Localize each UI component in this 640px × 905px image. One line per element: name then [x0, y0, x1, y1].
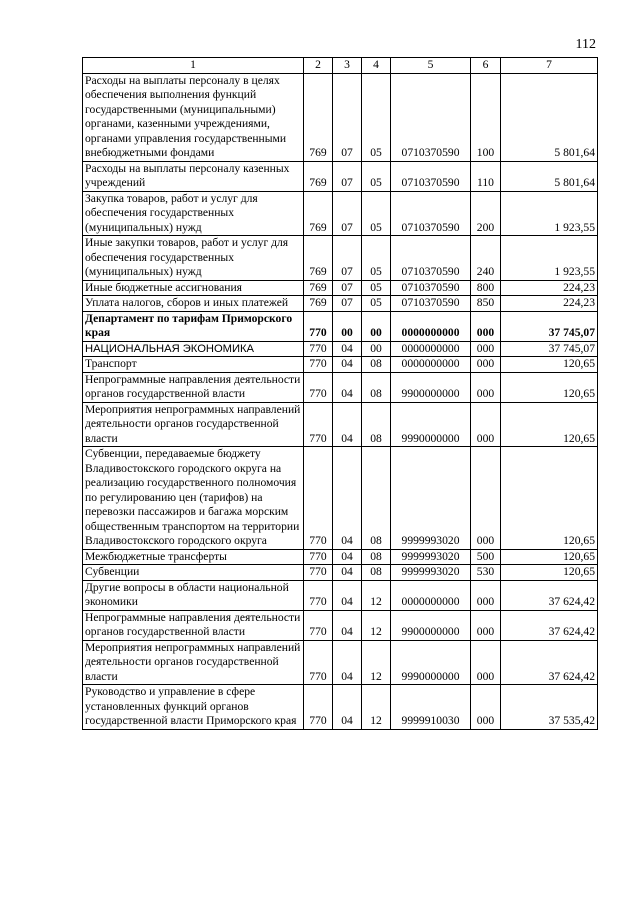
ministry-code-cell: 770	[304, 685, 333, 730]
expense-type-code-cell: 110	[471, 161, 501, 191]
amount-cell: 37 745,07	[501, 311, 598, 341]
table-row	[83, 311, 598, 341]
ministry-code-cell: 769	[304, 296, 333, 312]
ministry-code-cell: 769	[304, 280, 333, 296]
amount-cell: 120,65	[501, 447, 598, 550]
item-name-cell: Департамент по тарифам Приморского края	[83, 311, 304, 341]
item-name-cell: Непрограммные направления деятельности органов государственной власти	[83, 372, 304, 402]
item-name-cell: Закупка товаров, работ и услуг для обеспечения государственных (муниципальных) нужд	[83, 191, 304, 236]
section-code-cell: 04	[333, 372, 362, 402]
item-name-cell: Непрограммные направления деятельности органов государственной власти	[83, 610, 304, 640]
amount-cell: 37 745,07	[501, 341, 598, 357]
subsection-code-cell: 12	[362, 685, 391, 730]
expense-type-code-cell: 000	[471, 341, 501, 357]
section-code-cell: 04	[333, 565, 362, 581]
target-item-code-cell: 0710370590	[391, 191, 471, 236]
budget-table	[82, 57, 598, 730]
subsection-code-cell: 08	[362, 565, 391, 581]
amount-cell: 120,65	[501, 565, 598, 581]
amount-cell: 37 535,42	[501, 685, 598, 730]
header-row	[83, 58, 598, 74]
subsection-code-cell: 08	[362, 357, 391, 373]
subsection-code-cell: 08	[362, 402, 391, 447]
ministry-code-cell: 770	[304, 311, 333, 341]
table-row	[83, 685, 598, 730]
section-code-cell: 04	[333, 402, 362, 447]
ministry-code-cell: 770	[304, 549, 333, 565]
subsection-code-cell: 05	[362, 161, 391, 191]
expense-type-code-cell: 000	[471, 357, 501, 373]
table-body	[83, 58, 598, 730]
amount-cell: 37 624,42	[501, 580, 598, 610]
section-code-cell: 07	[333, 191, 362, 236]
expense-type-code-cell: 000	[471, 311, 501, 341]
section-code-cell: 04	[333, 341, 362, 357]
subsection-code-cell: 05	[362, 280, 391, 296]
expense-type-code-cell: 000	[471, 685, 501, 730]
item-name-cell: Межбюджетные трансферты	[83, 549, 304, 565]
column-header: 2	[304, 58, 333, 74]
column-header: 5	[391, 58, 471, 74]
target-item-code-cell: 9999993020	[391, 447, 471, 550]
amount-cell: 120,65	[501, 372, 598, 402]
table-row	[83, 236, 598, 281]
table-row	[83, 73, 598, 161]
expense-type-code-cell: 500	[471, 549, 501, 565]
table-row	[83, 191, 598, 236]
section-code-cell: 04	[333, 685, 362, 730]
target-item-code-cell: 0710370590	[391, 236, 471, 281]
subsection-code-cell: 12	[362, 580, 391, 610]
column-header: 7	[501, 58, 598, 74]
expense-type-code-cell: 000	[471, 640, 501, 685]
item-name-cell: Мероприятия непрограммных направлений деятельности органов государственной власти	[83, 640, 304, 685]
ministry-code-cell: 769	[304, 73, 333, 161]
expense-type-code-cell: 530	[471, 565, 501, 581]
ministry-code-cell: 770	[304, 402, 333, 447]
ministry-code-cell: 770	[304, 372, 333, 402]
item-name-cell: Уплата налогов, сборов и иных платежей	[83, 296, 304, 312]
expense-type-code-cell: 000	[471, 447, 501, 550]
amount-cell: 120,65	[501, 402, 598, 447]
subsection-code-cell: 12	[362, 640, 391, 685]
target-item-code-cell: 9999910030	[391, 685, 471, 730]
subsection-code-cell: 05	[362, 296, 391, 312]
subsection-code-cell: 05	[362, 191, 391, 236]
expense-type-code-cell: 000	[471, 402, 501, 447]
item-name-cell: Мероприятия непрограммных направлений деятельности органов государственной власти	[83, 402, 304, 447]
subsection-code-cell: 05	[362, 73, 391, 161]
amount-cell: 5 801,64	[501, 161, 598, 191]
section-code-cell: 04	[333, 447, 362, 550]
amount-cell: 1 923,55	[501, 191, 598, 236]
target-item-code-cell: 0000000000	[391, 311, 471, 341]
subsection-code-cell: 05	[362, 236, 391, 281]
item-name-cell: Субвенции	[83, 565, 304, 581]
amount-cell: 37 624,42	[501, 610, 598, 640]
expense-type-code-cell: 200	[471, 191, 501, 236]
table-row	[83, 402, 598, 447]
item-name-cell: Иные бюджетные ассигнования	[83, 280, 304, 296]
column-header: 1	[83, 58, 304, 74]
item-name-cell: Транспорт	[83, 357, 304, 373]
ministry-code-cell: 770	[304, 580, 333, 610]
column-header: 3	[333, 58, 362, 74]
column-header: 6	[471, 58, 501, 74]
column-header: 4	[362, 58, 391, 74]
table-row	[83, 280, 598, 296]
target-item-code-cell: 0710370590	[391, 161, 471, 191]
section-code-cell: 00	[333, 311, 362, 341]
amount-cell: 120,65	[501, 357, 598, 373]
section-code-cell: 04	[333, 580, 362, 610]
amount-cell: 224,23	[501, 280, 598, 296]
item-name-cell: НАЦИОНАЛЬНАЯ ЭКОНОМИКА	[83, 341, 304, 357]
table-row	[83, 372, 598, 402]
table-row	[83, 565, 598, 581]
amount-cell: 5 801,64	[501, 73, 598, 161]
amount-cell: 37 624,42	[501, 640, 598, 685]
subsection-code-cell: 08	[362, 372, 391, 402]
page-number: 112	[575, 37, 596, 52]
ministry-code-cell: 769	[304, 161, 333, 191]
subsection-code-cell: 08	[362, 447, 391, 550]
subsection-code-cell: 12	[362, 610, 391, 640]
item-name-cell: Субвенции, передаваемые бюджету Владивостокского городского округа на реализацию государственного полномочия по регулированию цен (тарифов) на перевозки пассажиров и багажа морским общественным транспортом на территории Владивостокского городского округа	[83, 447, 304, 550]
target-item-code-cell: 9999993020	[391, 549, 471, 565]
section-code-cell: 07	[333, 280, 362, 296]
table-row	[83, 341, 598, 357]
table-row	[83, 580, 598, 610]
section-code-cell: 04	[333, 357, 362, 373]
amount-cell: 1 923,55	[501, 236, 598, 281]
ministry-code-cell: 770	[304, 610, 333, 640]
ministry-code-cell: 770	[304, 565, 333, 581]
section-code-cell: 07	[333, 296, 362, 312]
table-row	[83, 357, 598, 373]
item-name-cell: Другие вопросы в области национальной экономики	[83, 580, 304, 610]
expense-type-code-cell: 100	[471, 73, 501, 161]
target-item-code-cell: 0710370590	[391, 280, 471, 296]
section-code-cell: 07	[333, 236, 362, 281]
target-item-code-cell: 0000000000	[391, 580, 471, 610]
section-code-cell: 04	[333, 610, 362, 640]
expense-type-code-cell: 000	[471, 610, 501, 640]
target-item-code-cell: 9990000000	[391, 640, 471, 685]
expense-type-code-cell: 850	[471, 296, 501, 312]
item-name-cell: Иные закупки товаров, работ и услуг для обеспечения государственных (муниципальных) нужд	[83, 236, 304, 281]
table-row	[83, 296, 598, 312]
table-row	[83, 447, 598, 550]
ministry-code-cell: 770	[304, 341, 333, 357]
table-row	[83, 549, 598, 565]
amount-cell: 120,65	[501, 549, 598, 565]
expense-type-code-cell: 000	[471, 372, 501, 402]
table-row	[83, 610, 598, 640]
target-item-code-cell: 0710370590	[391, 296, 471, 312]
table-row	[83, 640, 598, 685]
target-item-code-cell: 9990000000	[391, 402, 471, 447]
target-item-code-cell: 0000000000	[391, 357, 471, 373]
item-name-cell: Расходы на выплаты персоналу в целях обеспечения выполнения функций государственными (муниципальными) органами, казенными учреждениями, органами управления государственными внебюджетными фондами	[83, 73, 304, 161]
subsection-code-cell: 00	[362, 311, 391, 341]
ministry-code-cell: 770	[304, 640, 333, 685]
ministry-code-cell: 769	[304, 191, 333, 236]
item-name-cell: Расходы на выплаты персоналу казенных учреждений	[83, 161, 304, 191]
target-item-code-cell: 9999993020	[391, 565, 471, 581]
section-code-cell: 04	[333, 549, 362, 565]
expense-type-code-cell: 240	[471, 236, 501, 281]
ministry-code-cell: 770	[304, 357, 333, 373]
table-row	[83, 161, 598, 191]
ministry-code-cell: 769	[304, 236, 333, 281]
target-item-code-cell: 9900000000	[391, 610, 471, 640]
ministry-code-cell: 770	[304, 447, 333, 550]
target-item-code-cell: 9900000000	[391, 372, 471, 402]
subsection-code-cell: 00	[362, 341, 391, 357]
target-item-code-cell: 0710370590	[391, 73, 471, 161]
section-code-cell: 07	[333, 73, 362, 161]
item-name-cell: Руководство и управление в сфере установленных функций органов государственной власти Приморского края	[83, 685, 304, 730]
section-code-cell: 04	[333, 640, 362, 685]
expense-type-code-cell: 000	[471, 580, 501, 610]
subsection-code-cell: 08	[362, 549, 391, 565]
target-item-code-cell: 0000000000	[391, 341, 471, 357]
amount-cell: 224,23	[501, 296, 598, 312]
expense-type-code-cell: 800	[471, 280, 501, 296]
section-code-cell: 07	[333, 161, 362, 191]
